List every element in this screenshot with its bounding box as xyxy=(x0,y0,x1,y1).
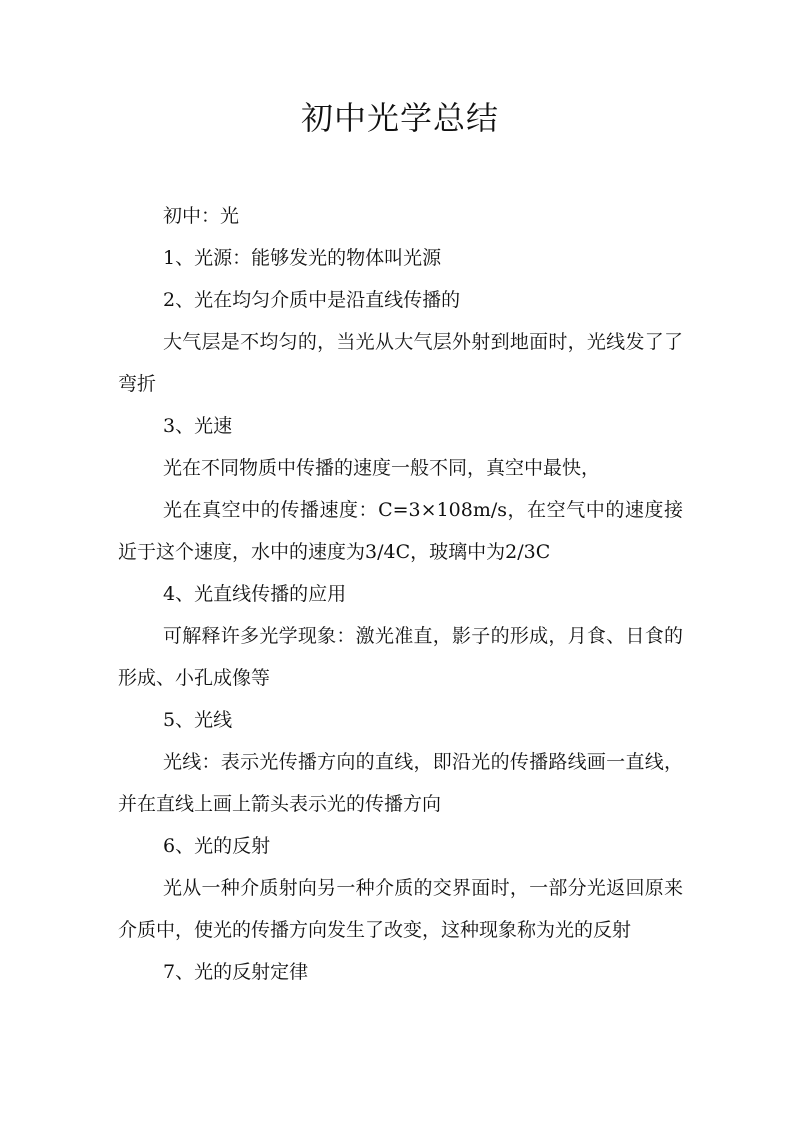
paragraph-5: 3、光速 xyxy=(163,415,233,437)
paragraph-11: 光线：表示光传播方向的直线，即沿光的传播路线画一直线，并在直线上画上箭头表示光的传播方向 xyxy=(118,751,683,815)
paragraph-13: 光从一种介质射向另一种介质的交界面时，一部分光返回原来介质中，使光的传播方向发生了改变，这种现象称为光的反射 xyxy=(118,877,683,941)
document-body xyxy=(118,195,683,993)
paragraph-1: 初中：光 xyxy=(163,205,240,227)
paragraph-9: 可解释许多光学现象：激光准直，影子的形成，月食、日食的形成、小孔成像等 xyxy=(118,625,683,689)
paragraph-7: 光在真空中的传播速度：C=3×108m/s，在空气中的速度接近于这个速度，水中的速度为3/4C，玻璃中为2/3C xyxy=(118,499,683,563)
paragraph-8: 4、光直线传播的应用 xyxy=(163,583,347,605)
paragraph-2: 1、光源：能够发光的物体叫光源 xyxy=(163,247,442,269)
paragraph-12: 6、光的反射 xyxy=(163,835,271,857)
document-title: 初中光学总结 xyxy=(300,99,499,137)
paragraph-4: 大气层是不均匀的，当光从大气层外射到地面时，光线发了了弯折 xyxy=(118,331,683,395)
paragraph-14: 7、光的反射定律 xyxy=(163,961,309,983)
paragraph-3: 2、光在均匀介质中是沿直线传播的 xyxy=(163,289,461,311)
paragraph-10: 5、光线 xyxy=(163,709,233,731)
paragraph-6: 光在不同物质中传播的速度一般不同，真空中最快， xyxy=(163,457,601,479)
